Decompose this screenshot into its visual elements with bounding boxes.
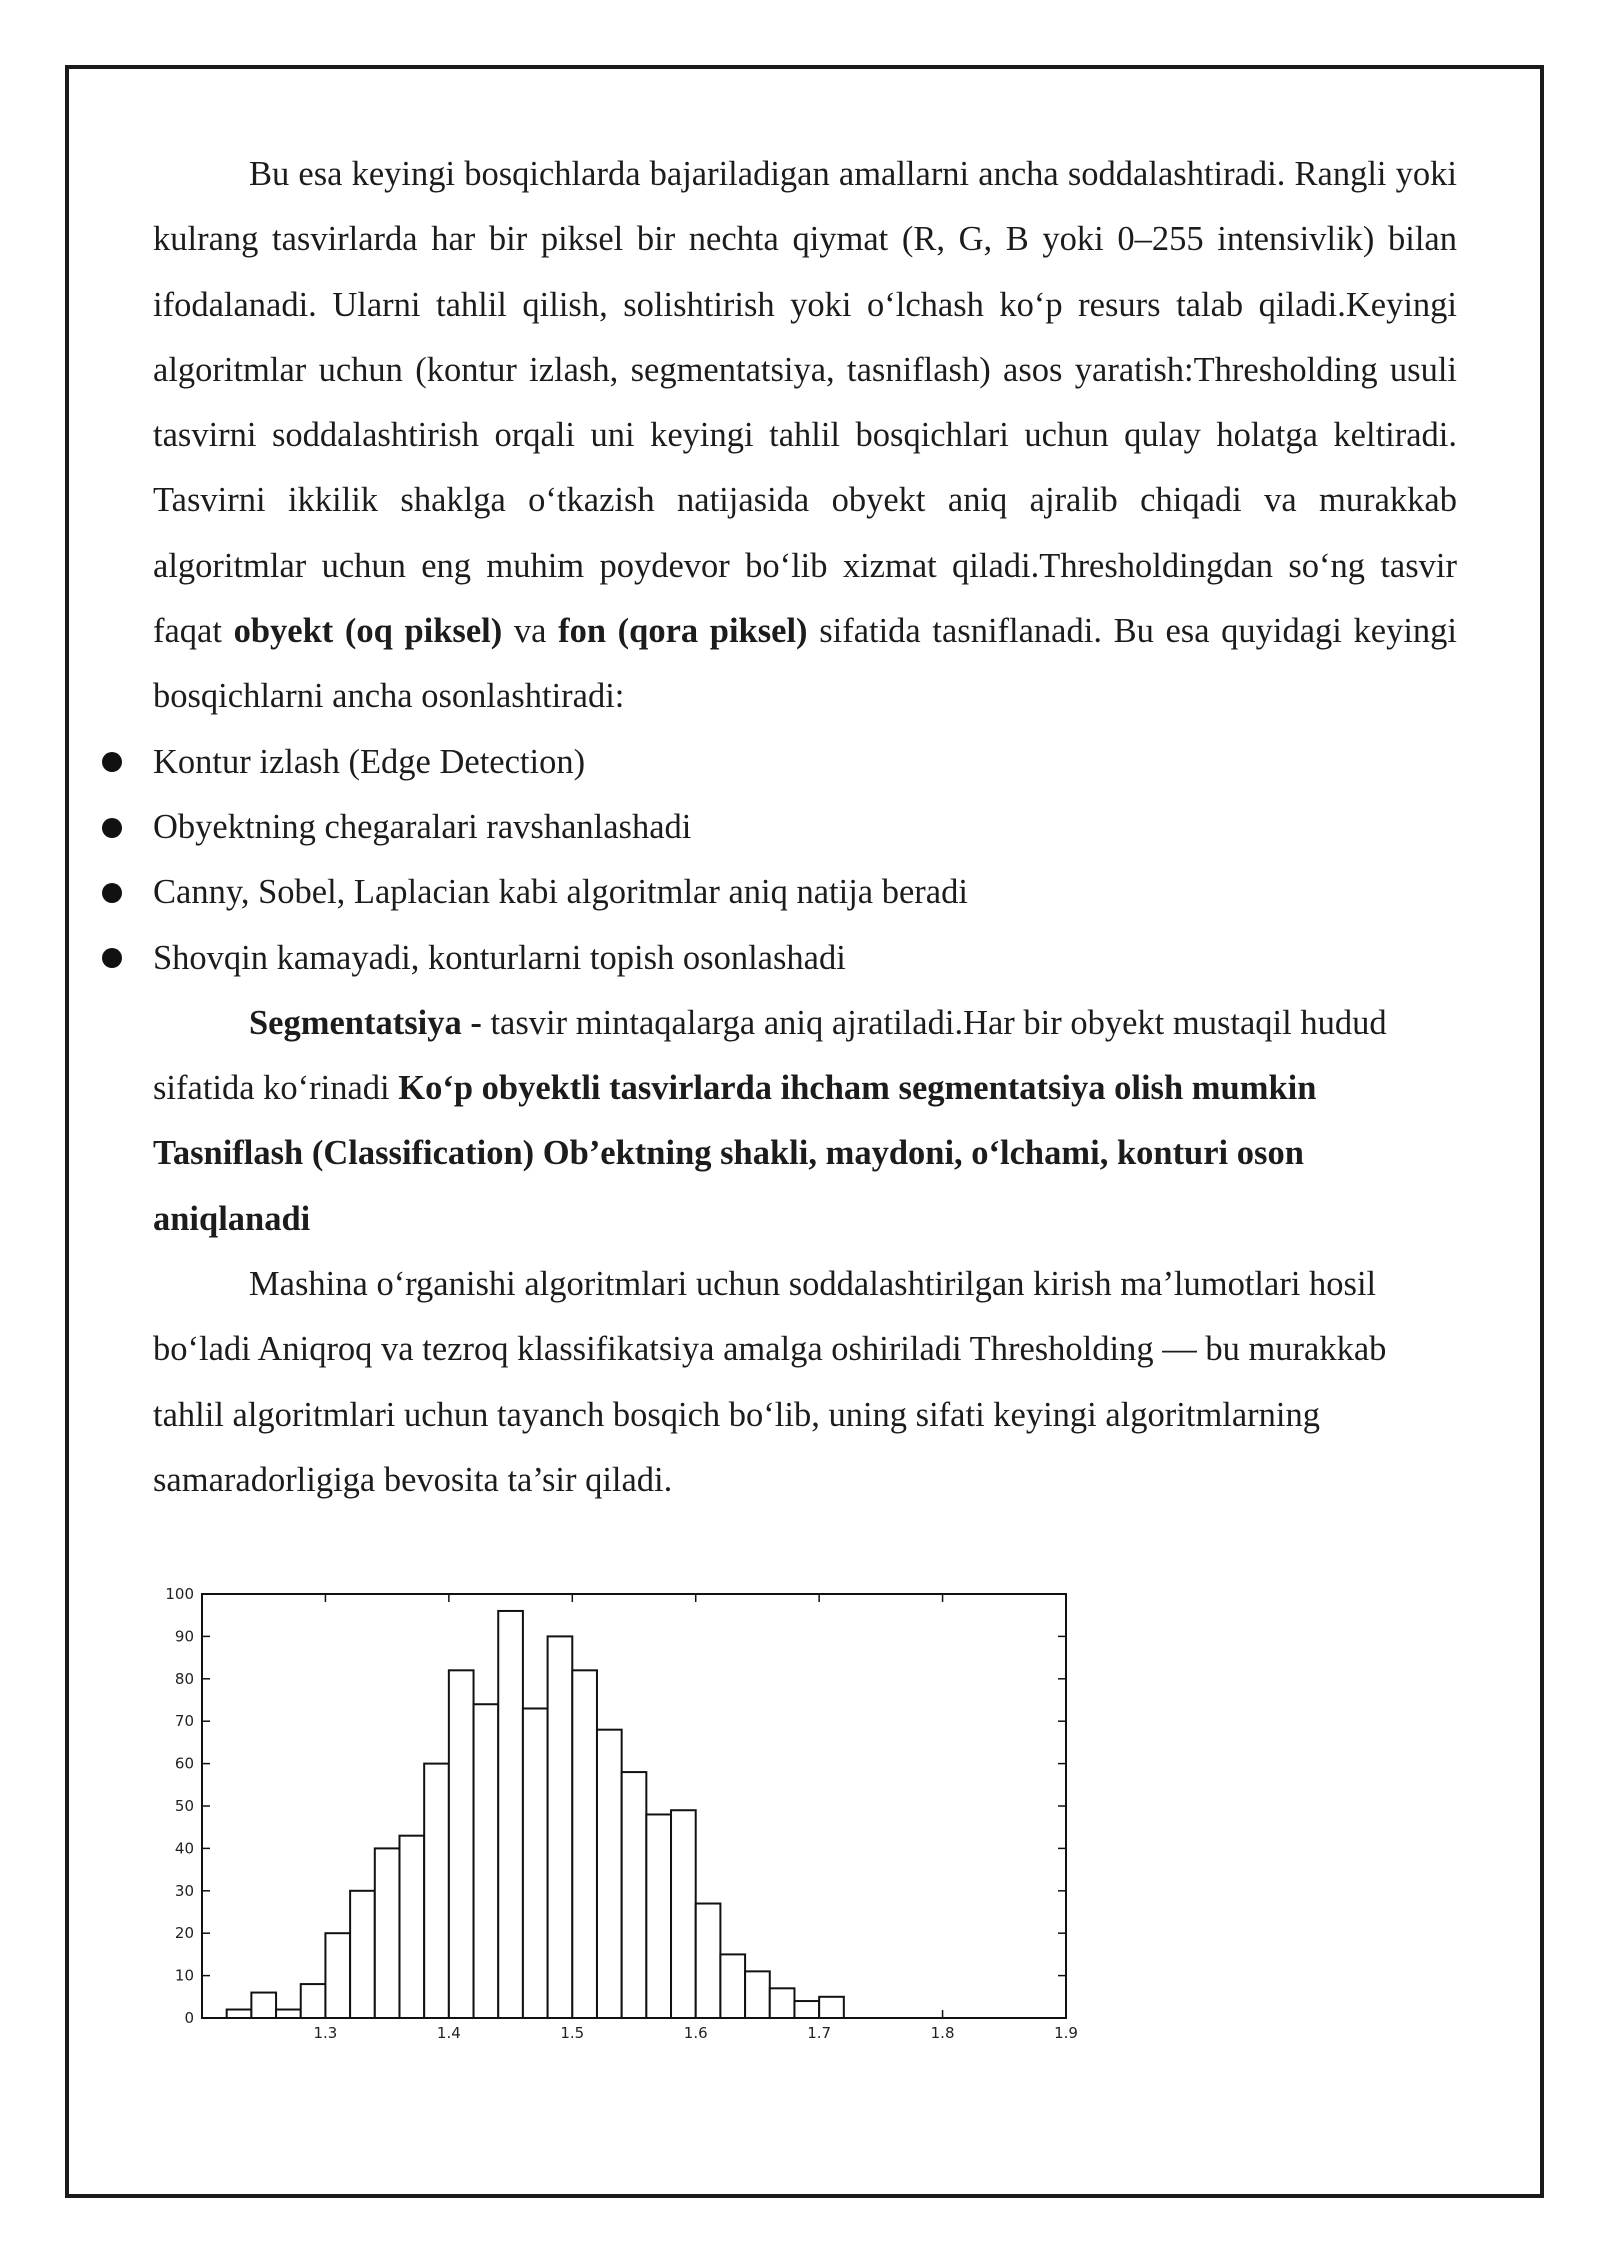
histogram-bar — [696, 1904, 721, 2018]
paragraph-text: va — [502, 612, 559, 651]
paragraph-text: Mashina o‘rganishi algoritmlari uchun soddalashtirilgan kirish ma’lumotlari hosil bo‘ladi Aniqroq va tezroq klassifikatsiya amalga oshiriladi Thresholding — bu murakkab tahlil algoritmlari uchun tayanch bosqich bo‘lib, uning sifati keyingi algoritmlarning samaradorligiga bevosita ta’sir qiladi. — [153, 1265, 1387, 1499]
histogram-bar — [597, 1730, 622, 2018]
bullet-text: Kontur izlash (Edge Detection) — [153, 742, 586, 781]
histogram-bar — [399, 1836, 424, 2018]
x-tick-label: 1.8 — [930, 2024, 955, 2042]
y-tick-label: 0 — [184, 2009, 194, 2027]
y-tick-label: 80 — [174, 1669, 194, 1688]
histogram-bar — [548, 1636, 573, 2018]
histogram-bar — [498, 1611, 523, 2018]
y-tick-label: 40 — [174, 1839, 194, 1858]
x-tick-label: 1.4 — [436, 2024, 461, 2042]
histogram-bar — [646, 1814, 671, 2018]
bullet-text: Shovqin kamayadi, konturlarni topish osonlashadi — [153, 938, 846, 977]
bullet-item — [102, 730, 1457, 795]
histogram-bar — [794, 2001, 819, 2018]
histogram-bar — [301, 1984, 326, 2018]
paragraph-text: sifatida tasniflanadi. Bu esa quyidagi keyingi bosqichlarni ancha osonlashtiradi: — [153, 612, 1458, 716]
bullet-icon — [102, 752, 122, 772]
histogram-bar — [424, 1764, 449, 2018]
histogram-bar — [622, 1772, 647, 2018]
histogram-bar — [251, 1993, 276, 2018]
bullet-text: Canny, Sobel, Laplacian kabi algoritmlar aniq natija beradi — [153, 873, 968, 912]
bold-term-segmentation: Segmentatsiya - — [249, 1003, 491, 1042]
bullet-text: Obyektning chegaralari ravshanlashadi — [153, 807, 692, 846]
bullet-item — [102, 926, 1457, 991]
paragraph-intro — [153, 142, 1457, 730]
paragraph-classification — [153, 1121, 1457, 1252]
bullet-icon — [102, 883, 122, 903]
document-body — [153, 142, 1457, 1513]
x-tick-label: 1.3 — [313, 2024, 338, 2042]
x-tick-label: 1.9 — [1054, 2024, 1078, 2042]
histogram-bar — [375, 1848, 400, 2018]
histogram-bar — [523, 1708, 548, 2018]
histogram-bar — [572, 1670, 597, 2018]
paragraph-text: Bu esa keyingi bosqichlarda bajariladigan amallarni ancha soddalashtiradi. Rangli yoki kulrang tasvirlarda har bir piksel bir nechta qiymat (R, G, B yoki 0–255 intensivlik) bilan ifodalanadi. Ularni tahlil qilish, solishtirish yoki o‘lchash ko‘p resurs talab qiladi.Keyingi algoritmlar uchun (kontur izlash, segmentatsiya, tasniflash) asos yaratish:Thresholding usuli tasvirni soddalashtirish orqali uni keyingi tahlil bosqichlari uchun qulay holatga keltiradi. Tasvirni ikkilik shaklga o‘tkazish natijasida obyekt aniq ajralib chiqadi va murakkab algoritmlar uchun eng muhim poydevor bo‘lib xizmat qiladi.Thresholdingdan so‘ng tasvir faqat — [153, 155, 1457, 651]
paragraph-text: tasvir mintaqalarga aniq ajratiladi.Har bir obyekt mustaqil hudud sifatida ko‘rinadi — [153, 1003, 1387, 1108]
y-tick-label: 20 — [174, 1924, 194, 1943]
x-tick-label: 1.5 — [560, 2024, 585, 2042]
bold-sentence: Ko‘p obyektli tasvirlarda ihcham segmentatsiya olish mumkin — [398, 1069, 1317, 1108]
bold-term-object: obyekt (oq piksel) — [233, 612, 503, 651]
histogram-bar — [350, 1891, 375, 2018]
y-tick-label: 50 — [174, 1797, 194, 1815]
plot-area — [165, 1585, 1078, 2042]
paragraph-segmentation — [153, 991, 1457, 1122]
y-tick-label: 30 — [174, 1881, 194, 1900]
histogram-bar — [819, 1997, 844, 2018]
histogram-bar — [720, 1954, 745, 2018]
bullet-item — [102, 795, 1457, 860]
y-tick-label: 90 — [174, 1627, 194, 1646]
y-tick-label: 60 — [174, 1754, 194, 1773]
histogram-chart — [140, 1580, 1100, 2050]
bold-term-background: fon (qora piksel) — [558, 612, 808, 651]
paragraph-conclusion — [153, 1252, 1457, 1513]
histogram-bar — [449, 1670, 474, 2018]
histogram-bar — [227, 2010, 252, 2018]
bullet-icon — [102, 948, 122, 968]
histogram-bar — [671, 1810, 696, 2018]
histogram-bar — [325, 1933, 350, 2018]
x-tick-label: 1.6 — [683, 2024, 708, 2042]
y-tick-label: 70 — [174, 1712, 194, 1731]
bold-classification: Tasniflash (Classification) Ob’ektning shakli, maydoni, o‘lchami, konturi oson aniqlanadi — [153, 1134, 1304, 1238]
bullet-item — [102, 860, 1457, 925]
y-tick-label: 10 — [174, 1966, 194, 1985]
bullet-icon — [102, 818, 122, 838]
y-tick-label: 100 — [165, 1585, 194, 1603]
histogram-bar — [474, 1704, 499, 2018]
x-tick-label: 1.7 — [807, 2024, 832, 2042]
histogram-bar — [770, 1988, 795, 2018]
histogram-bar — [745, 1971, 770, 2018]
histogram-bar — [276, 2010, 301, 2018]
